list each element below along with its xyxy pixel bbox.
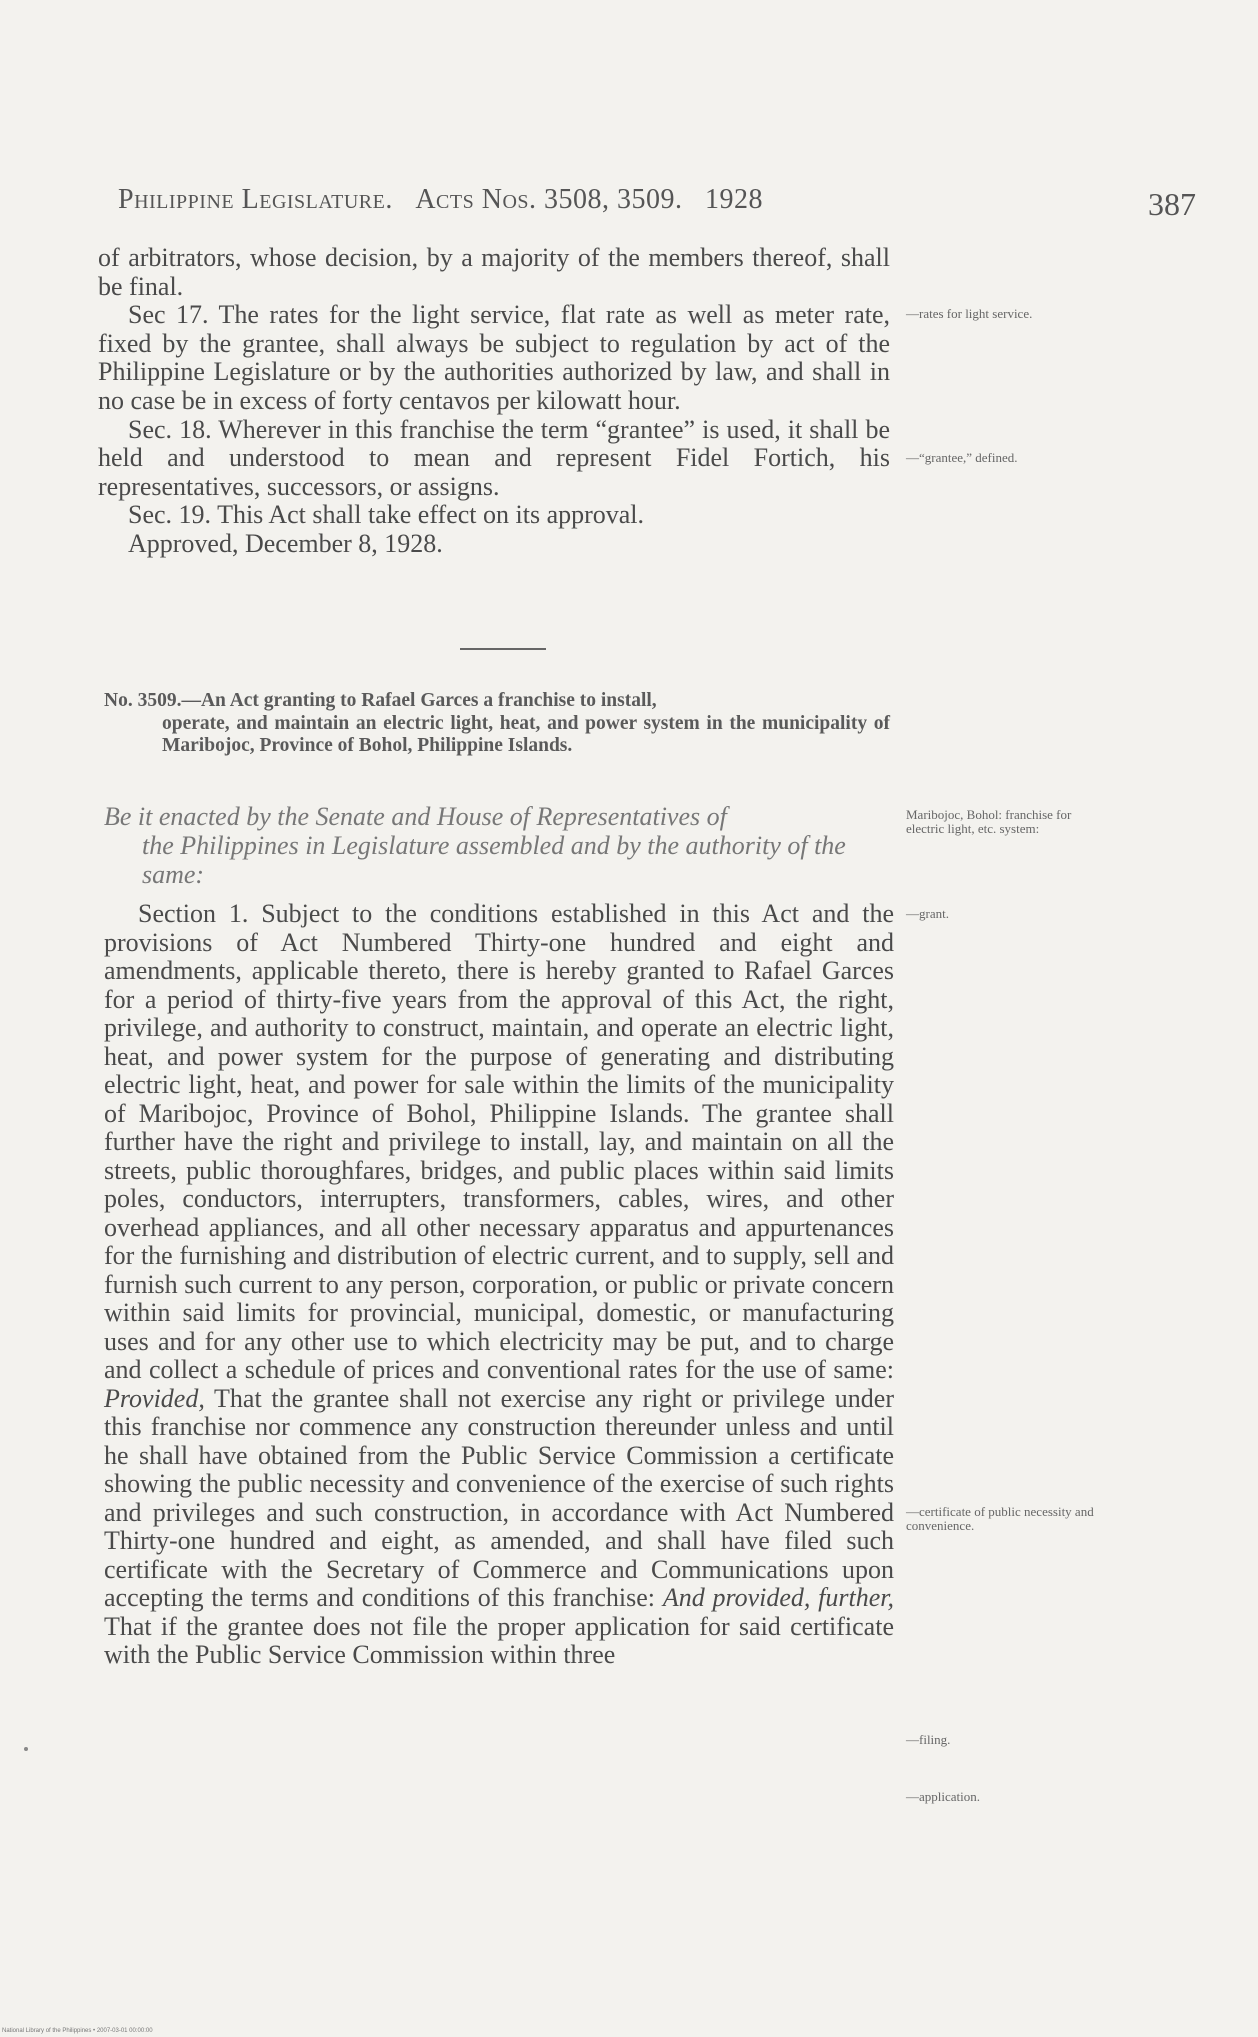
paragraph-sec-17: Sec 17. The rates for the light service, flat rate as well as meter rate, fixed by the grantee, shall always be subject to regulation by act of the Philippine Legislature or by the authorities authorized by law, and shall in no case be in excess of forty centavos per kilowatt hour. xyxy=(98,300,890,415)
act-title xyxy=(104,690,890,758)
section-1 xyxy=(104,900,894,1670)
margin-note-application: —application. xyxy=(906,1789,981,1804)
header-legislature: Philippine Legislature. xyxy=(118,184,393,215)
scan-speck xyxy=(24,1747,28,1751)
margin-note-rates: —rates for light service. xyxy=(906,306,1033,321)
enact-rest: the Philippines in Legislature assembled and by the authority of the same: xyxy=(142,831,846,889)
enacting-clause xyxy=(104,802,890,889)
margin-note-certificate: —certificate of public necessity and convenience. xyxy=(906,1504,1094,1533)
scan-footer: National Library of the Philippines • 2007-03-01 00:00:00 xyxy=(2,2028,153,2034)
header-year: 1928 xyxy=(705,184,764,215)
act-title-rest: operate, and maintain an electric light, heat, and power system in the municipality of Maribojoc, Province of Bohol, Philippine Islands. xyxy=(162,712,890,756)
paragraph-sec-19: Sec. 19. This Act shall take effect on its approval. xyxy=(128,500,645,530)
margin-note-filing: —filing. xyxy=(906,1732,951,1747)
page-number: 387 xyxy=(1148,186,1196,222)
provided-keyword: Provided, xyxy=(104,1383,205,1413)
provided-further-keyword: And provided, further, xyxy=(662,1583,895,1612)
act-title-first-line: —An Act granting to Rafael Garces a franchise to install, xyxy=(181,690,657,711)
margin-note-grant: —grant. xyxy=(906,906,949,921)
running-header xyxy=(118,184,878,216)
header-acts: Acts Nos. 3508, 3509. xyxy=(415,184,683,215)
approved-date: Approved, December 8, 1928. xyxy=(128,528,443,558)
section-1-text: Section 1. Subject to the conditions established in this Act and the provisions of Act Numbered Thirty-one hundred and eight and amendments, applicable thereto, there is hereby granted to Rafael Garces for a period of thirty-five years from the approval of this Act, the right, privilege, and authority to construct, maintain, and operate an electric light, heat, and power system for the purpose of generating and distributing electric light, heat, and power for sale within the limits of the municipality of Maribojoc, Province of Bohol, Philippine Islands. The grantee shall further have the right and privilege to install, lay, and maintain on all the streets, public thoroughfares, bridges, and public places within said limits poles, conductors, interrupters, transformers, cables, wires, and other overhead appliances, and all other necessary apparatus and appurtenances for the furnishing and distribution of electric current, and to supply, sell and furnish such current to any person, corporation, or public or private concern within said limits for provincial, municipal, domestic, or manufacturing uses and for any other use to which electricity may be put, and to charge and collect a schedule of prices and conventional rates for the use of same: Provided, That the grantee shall not exercise any right or privilege under this franchise nor commence any construction thereunder unless and until he shall have obtained from the Public Service Commission a certificate showing the public necessity and convenience of the exercise of such rights and privileges and such construction, in accordance with Act Numbered Thirty-one hundred and eight, as amended, and shall have filed such certificate with the Secretary of Commerce and Communications upon accepting the terms and conditions of this franchise: And provided, further, That if the grantee does not file the proper application for said certificate with the Public Service Commission within three xyxy=(104,899,895,1669)
act-number: No. 3509. xyxy=(104,690,182,711)
paragraph-arbitrators: of arbitrators, whose decision, by a majority of the members thereof, shall be final. xyxy=(98,243,890,301)
section-divider xyxy=(460,648,546,650)
paragraph-sec-18: Sec. 18. Wherever in this franchise the term “grantee” is used, it shall be held and understood to mean and represent Fidel Fortich, his representatives, successors, or assigns. xyxy=(98,414,890,501)
previous-act-text xyxy=(98,244,890,559)
margin-note-maribojoc: Maribojoc, Bohol: franchise for electric light, etc. system: xyxy=(906,807,1072,836)
margin-note-grantee: —“grantee,” defined. xyxy=(906,450,1018,465)
enact-first-line: Be it enacted by the Senate and House of Representatives of xyxy=(104,802,727,831)
